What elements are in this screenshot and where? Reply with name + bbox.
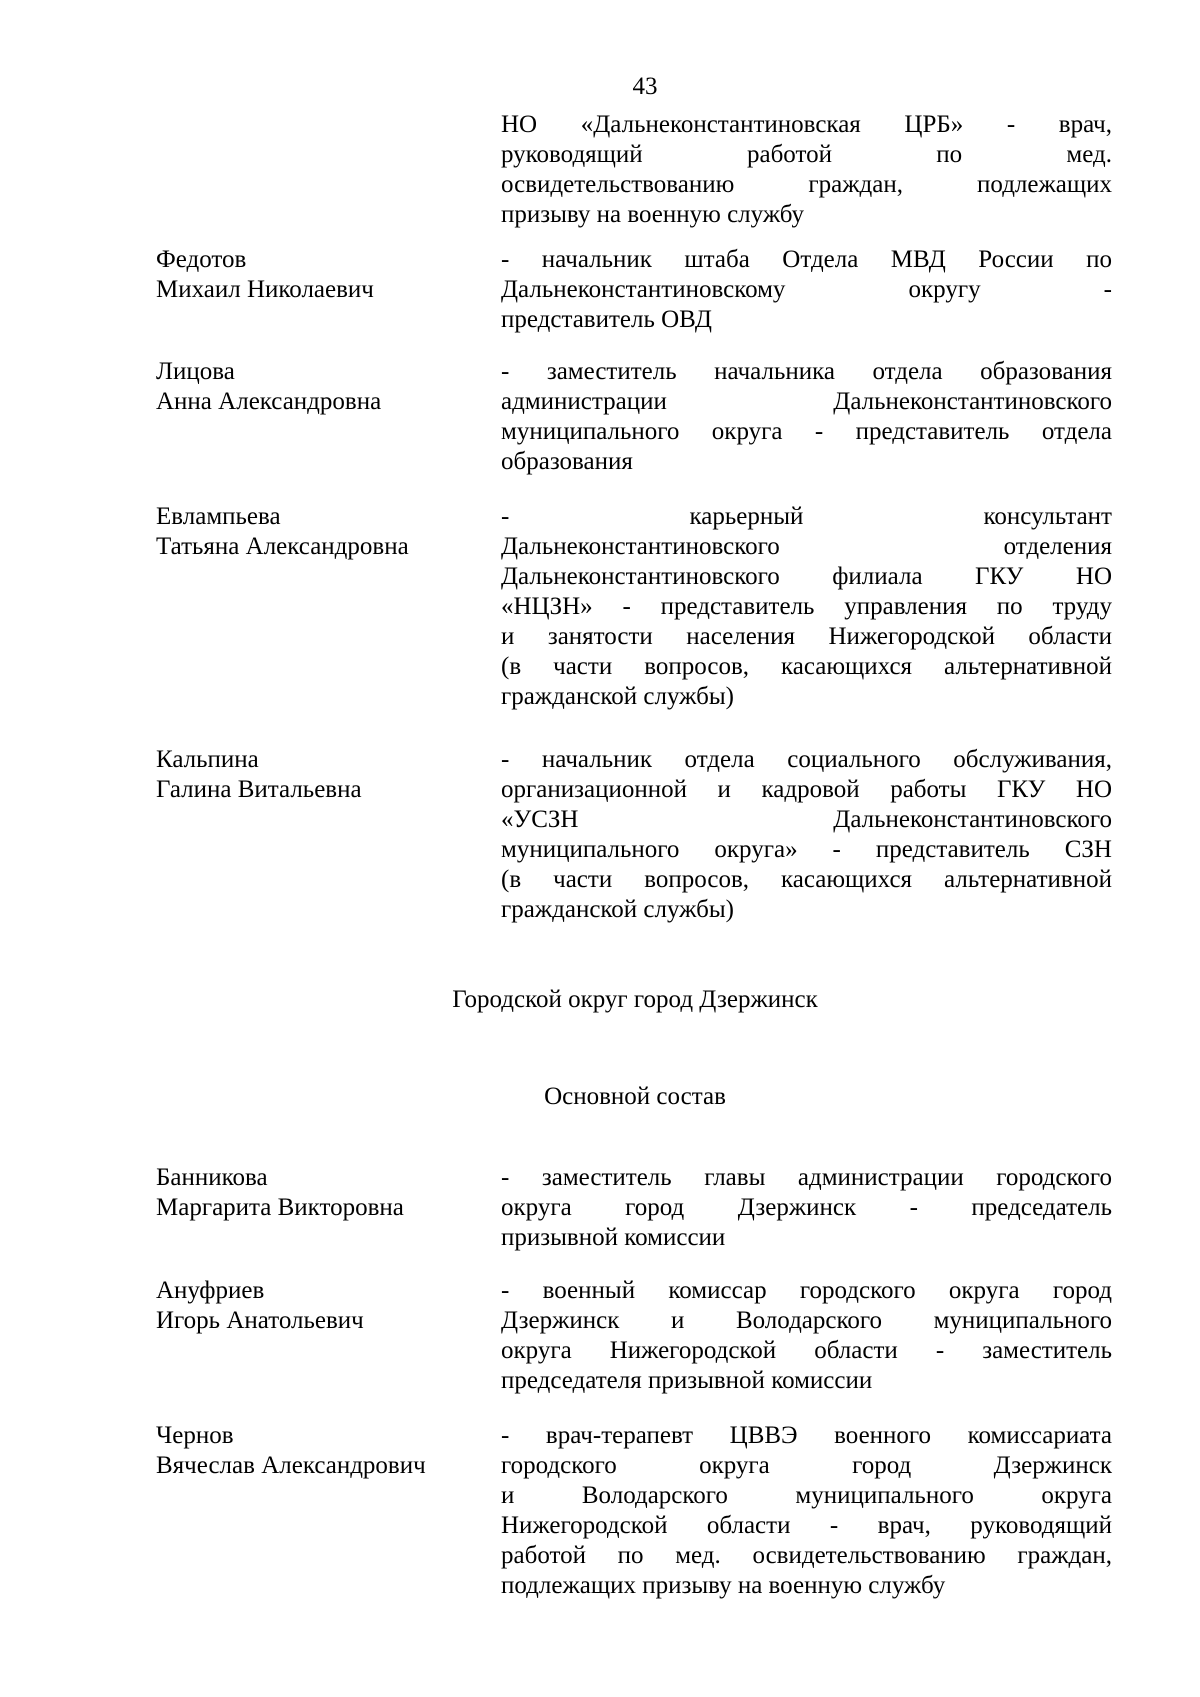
page-number: 43 [632,73,658,100]
description-line: Дзержинск и Володарского муниципального [501,1307,1112,1334]
description-line: - заместитель начальника отдела образования [501,358,1112,385]
member-name: Ануфриев Игорь Анатольевич [156,1277,364,1334]
member-name: Кальпина Галина Витальевна [156,746,362,803]
subsection-title: Основной состав [544,1083,726,1110]
member-description [501,1163,1112,1253]
description-line: муниципального округа - представитель отдела [501,418,1112,445]
description-line: и Володарского муниципального округа [501,1482,1112,1509]
member-name: Банникова Маргарита Викторовна [156,1164,404,1221]
member-description [501,357,1112,477]
description-line: призывной комиссии [501,1224,726,1251]
member-description [501,1421,1112,1601]
description-line: гражданской службы) [501,896,734,923]
continuation-description [501,110,1112,230]
description-line: - карьерный консультант [501,503,1112,530]
member-description [501,745,1112,925]
description-line: организационной и кадровой работы ГКУ НО [501,776,1112,803]
description-line: и занятости населения Нижегородской области [501,623,1112,650]
description-line: освидетельствованию граждан, подлежащих [501,171,1112,198]
description-line: работой по мед. освидетельствованию граждан, [501,1542,1112,1569]
member-description [501,1276,1112,1396]
description-line: Нижегородской области - врач, руководящий [501,1512,1112,1539]
description-line: городского округа город Дзержинск [501,1452,1112,1479]
member-name: Лицова Анна Александровна [156,358,382,415]
member-description [501,245,1112,335]
description-line: председателя призывной комиссии [501,1367,873,1394]
description-line: «УСЗН Дальнеконстантиновского [501,806,1112,833]
description-line: - заместитель главы администрации городского [501,1164,1112,1191]
description-line: образования [501,448,633,475]
section-title: Городской округ город Дзержинск [452,986,818,1013]
description-line: НО «Дальнеконстантиновская ЦРБ» - врач, [501,111,1112,138]
description-line: (в части вопросов, касающихся альтернативной [501,653,1112,680]
description-line: гражданской службы) [501,683,734,710]
description-line: муниципального округа» - представитель СЗН [501,836,1112,863]
description-line: - военный комиссар городского округа город [501,1277,1112,1304]
description-line: округа Нижегородской области - заместитель [501,1337,1112,1364]
member-name: Федотов Михаил Николаевич [156,246,374,303]
description-line: подлежащих призыву на военную службу [501,1572,946,1599]
description-line: - начальник отдела социального обслуживания, [501,746,1112,773]
member-name: Чернов Вячеслав Александрович [156,1422,426,1479]
description-line: Дальнеконстантиновскому округу - [501,276,1112,303]
description-line: округа город Дзержинск - председатель [501,1194,1112,1221]
description-line: Дальнеконстантиновского филиала ГКУ НО [501,563,1112,590]
description-line: (в части вопросов, касающихся альтернативной [501,866,1112,893]
description-line: - начальник штаба Отдела МВД России по [501,246,1112,273]
description-line: призыву на военную службу [501,201,805,228]
description-line: представитель ОВД [501,306,712,333]
member-description [501,502,1112,712]
description-line: «НЦЗН» - представитель управления по труду [501,593,1112,620]
description-line: Дальнеконстантиновского отделения [501,533,1112,560]
member-name: Евлампьева Татьяна Александровна [156,503,409,560]
description-line: - врач-терапевт ЦВВЭ военного комиссариата [501,1422,1112,1449]
description-line: администрации Дальнеконстантиновского [501,388,1112,415]
description-line: руководящий работой по мед. [501,141,1112,168]
